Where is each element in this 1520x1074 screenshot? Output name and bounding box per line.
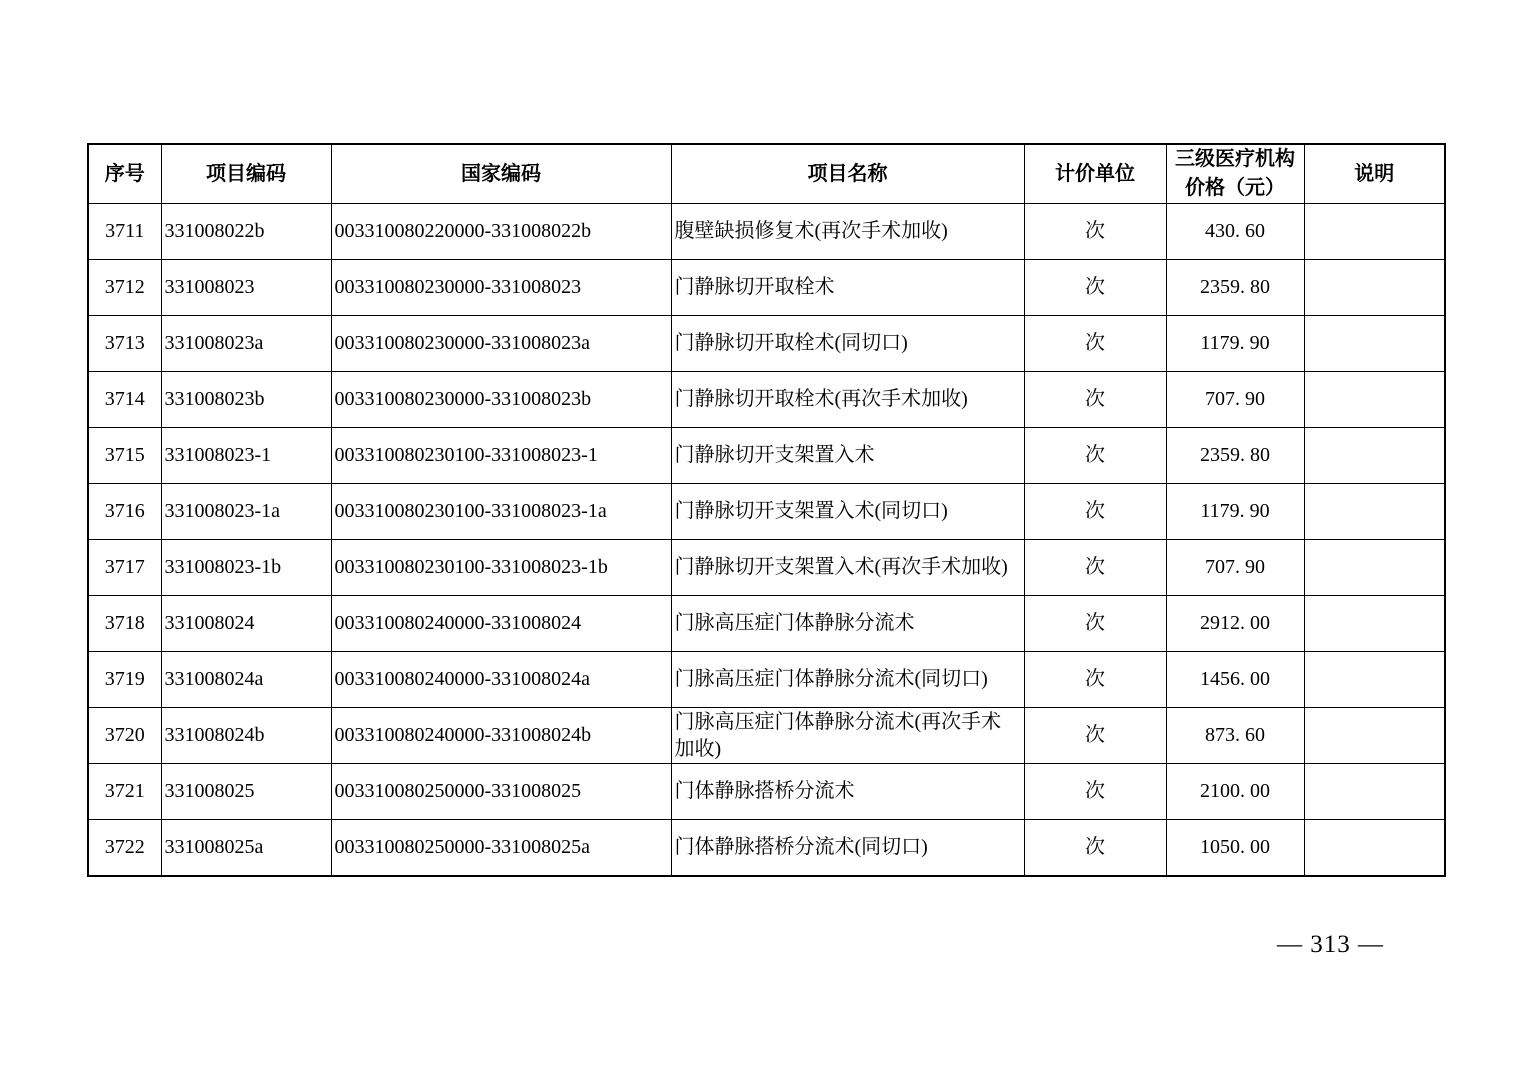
cell-project-name: 门静脉切开支架置入术(同切口) [671,484,1024,540]
medical-price-table [87,143,1446,877]
cell-project-name: 门体静脉搭桥分流术 [671,764,1024,820]
cell-price: 1456. 00 [1166,652,1304,708]
cell-price: 430. 60 [1166,204,1304,260]
cell-seq: 3719 [88,652,161,708]
cell-price: 707. 90 [1166,540,1304,596]
cell-national-code: 003310080240000-331008024 [331,596,671,652]
cell-unit: 次 [1024,484,1166,540]
cell-unit: 次 [1024,596,1166,652]
cell-unit: 次 [1024,708,1166,764]
cell-price: 2359. 80 [1166,428,1304,484]
cell-unit: 次 [1024,820,1166,877]
table-header-row [88,144,1445,204]
table-row [88,372,1445,428]
header-project-name: 项目名称 [671,144,1024,204]
header-price: 三级医疗机构价格（元） [1166,144,1304,204]
cell-price: 2359. 80 [1166,260,1304,316]
cell-note [1304,372,1445,428]
cell-price: 2912. 00 [1166,596,1304,652]
header-national-code: 国家编码 [331,144,671,204]
cell-unit: 次 [1024,372,1166,428]
cell-price: 1050. 00 [1166,820,1304,877]
page-number: — 313 — [1277,931,1384,958]
cell-seq: 3720 [88,708,161,764]
cell-seq: 3718 [88,596,161,652]
cell-national-code: 003310080230000-331008023b [331,372,671,428]
cell-seq: 3711 [88,204,161,260]
cell-national-code: 003310080230100-331008023-1a [331,484,671,540]
cell-note [1304,204,1445,260]
table-row [88,204,1445,260]
cell-item-code: 331008025a [161,820,331,877]
table-row [88,596,1445,652]
cell-item-code: 331008025 [161,764,331,820]
cell-item-code: 331008024 [161,596,331,652]
cell-national-code: 003310080250000-331008025 [331,764,671,820]
cell-project-name: 门静脉切开支架置入术(再次手术加收) [671,540,1024,596]
cell-national-code: 003310080240000-331008024b [331,708,671,764]
cell-seq: 3713 [88,316,161,372]
cell-price: 1179. 90 [1166,484,1304,540]
header-seq: 序号 [88,144,161,204]
cell-national-code: 003310080250000-331008025a [331,820,671,877]
table-row [88,260,1445,316]
cell-project-name: 腹壁缺损修复术(再次手术加收) [671,204,1024,260]
cell-item-code: 331008023-1 [161,428,331,484]
cell-note [1304,708,1445,764]
cell-item-code: 331008023-1b [161,540,331,596]
cell-unit: 次 [1024,540,1166,596]
table-row [88,540,1445,596]
table-row [88,428,1445,484]
cell-note [1304,540,1445,596]
cell-unit: 次 [1024,204,1166,260]
cell-seq: 3712 [88,260,161,316]
cell-item-code: 331008024b [161,708,331,764]
cell-seq: 3717 [88,540,161,596]
table-header [88,144,1445,204]
header-note: 说明 [1304,144,1445,204]
cell-price: 873. 60 [1166,708,1304,764]
cell-unit: 次 [1024,764,1166,820]
table-row [88,820,1445,877]
cell-seq: 3721 [88,764,161,820]
cell-note [1304,316,1445,372]
cell-seq: 3714 [88,372,161,428]
cell-national-code: 003310080230100-331008023-1b [331,540,671,596]
table-body [88,204,1445,877]
cell-project-name: 门静脉切开取栓术(同切口) [671,316,1024,372]
cell-item-code: 331008023 [161,260,331,316]
cell-price: 707. 90 [1166,372,1304,428]
cell-note [1304,428,1445,484]
cell-national-code: 003310080230000-331008023a [331,316,671,372]
cell-national-code: 003310080240000-331008024a [331,652,671,708]
cell-project-name: 门体静脉搭桥分流术(同切口) [671,820,1024,877]
table-row [88,764,1445,820]
table-row [88,316,1445,372]
cell-project-name: 门脉高压症门体静脉分流术 [671,596,1024,652]
cell-unit: 次 [1024,260,1166,316]
cell-note [1304,764,1445,820]
cell-project-name: 门静脉切开取栓术 [671,260,1024,316]
cell-unit: 次 [1024,316,1166,372]
cell-item-code: 331008023b [161,372,331,428]
cell-item-code: 331008024a [161,652,331,708]
cell-item-code: 331008022b [161,204,331,260]
table-row [88,652,1445,708]
cell-national-code: 003310080230000-331008023 [331,260,671,316]
cell-national-code: 003310080220000-331008022b [331,204,671,260]
cell-item-code: 331008023a [161,316,331,372]
cell-price: 1179. 90 [1166,316,1304,372]
cell-price: 2100. 00 [1166,764,1304,820]
cell-note [1304,820,1445,877]
cell-project-name: 门脉高压症门体静脉分流术(同切口) [671,652,1024,708]
cell-national-code: 003310080230100-331008023-1 [331,428,671,484]
cell-project-name: 门脉高压症门体静脉分流术(再次手术加收) [671,708,1024,764]
cell-seq: 3716 [88,484,161,540]
cell-note [1304,596,1445,652]
cell-project-name: 门静脉切开支架置入术 [671,428,1024,484]
table-row [88,484,1445,540]
header-item-code: 项目编码 [161,144,331,204]
table-row [88,708,1445,764]
cell-unit: 次 [1024,428,1166,484]
cell-seq: 3715 [88,428,161,484]
cell-item-code: 331008023-1a [161,484,331,540]
cell-note [1304,260,1445,316]
header-unit: 计价单位 [1024,144,1166,204]
cell-project-name: 门静脉切开取栓术(再次手术加收) [671,372,1024,428]
cell-note [1304,484,1445,540]
cell-seq: 3722 [88,820,161,877]
cell-note [1304,652,1445,708]
cell-unit: 次 [1024,652,1166,708]
